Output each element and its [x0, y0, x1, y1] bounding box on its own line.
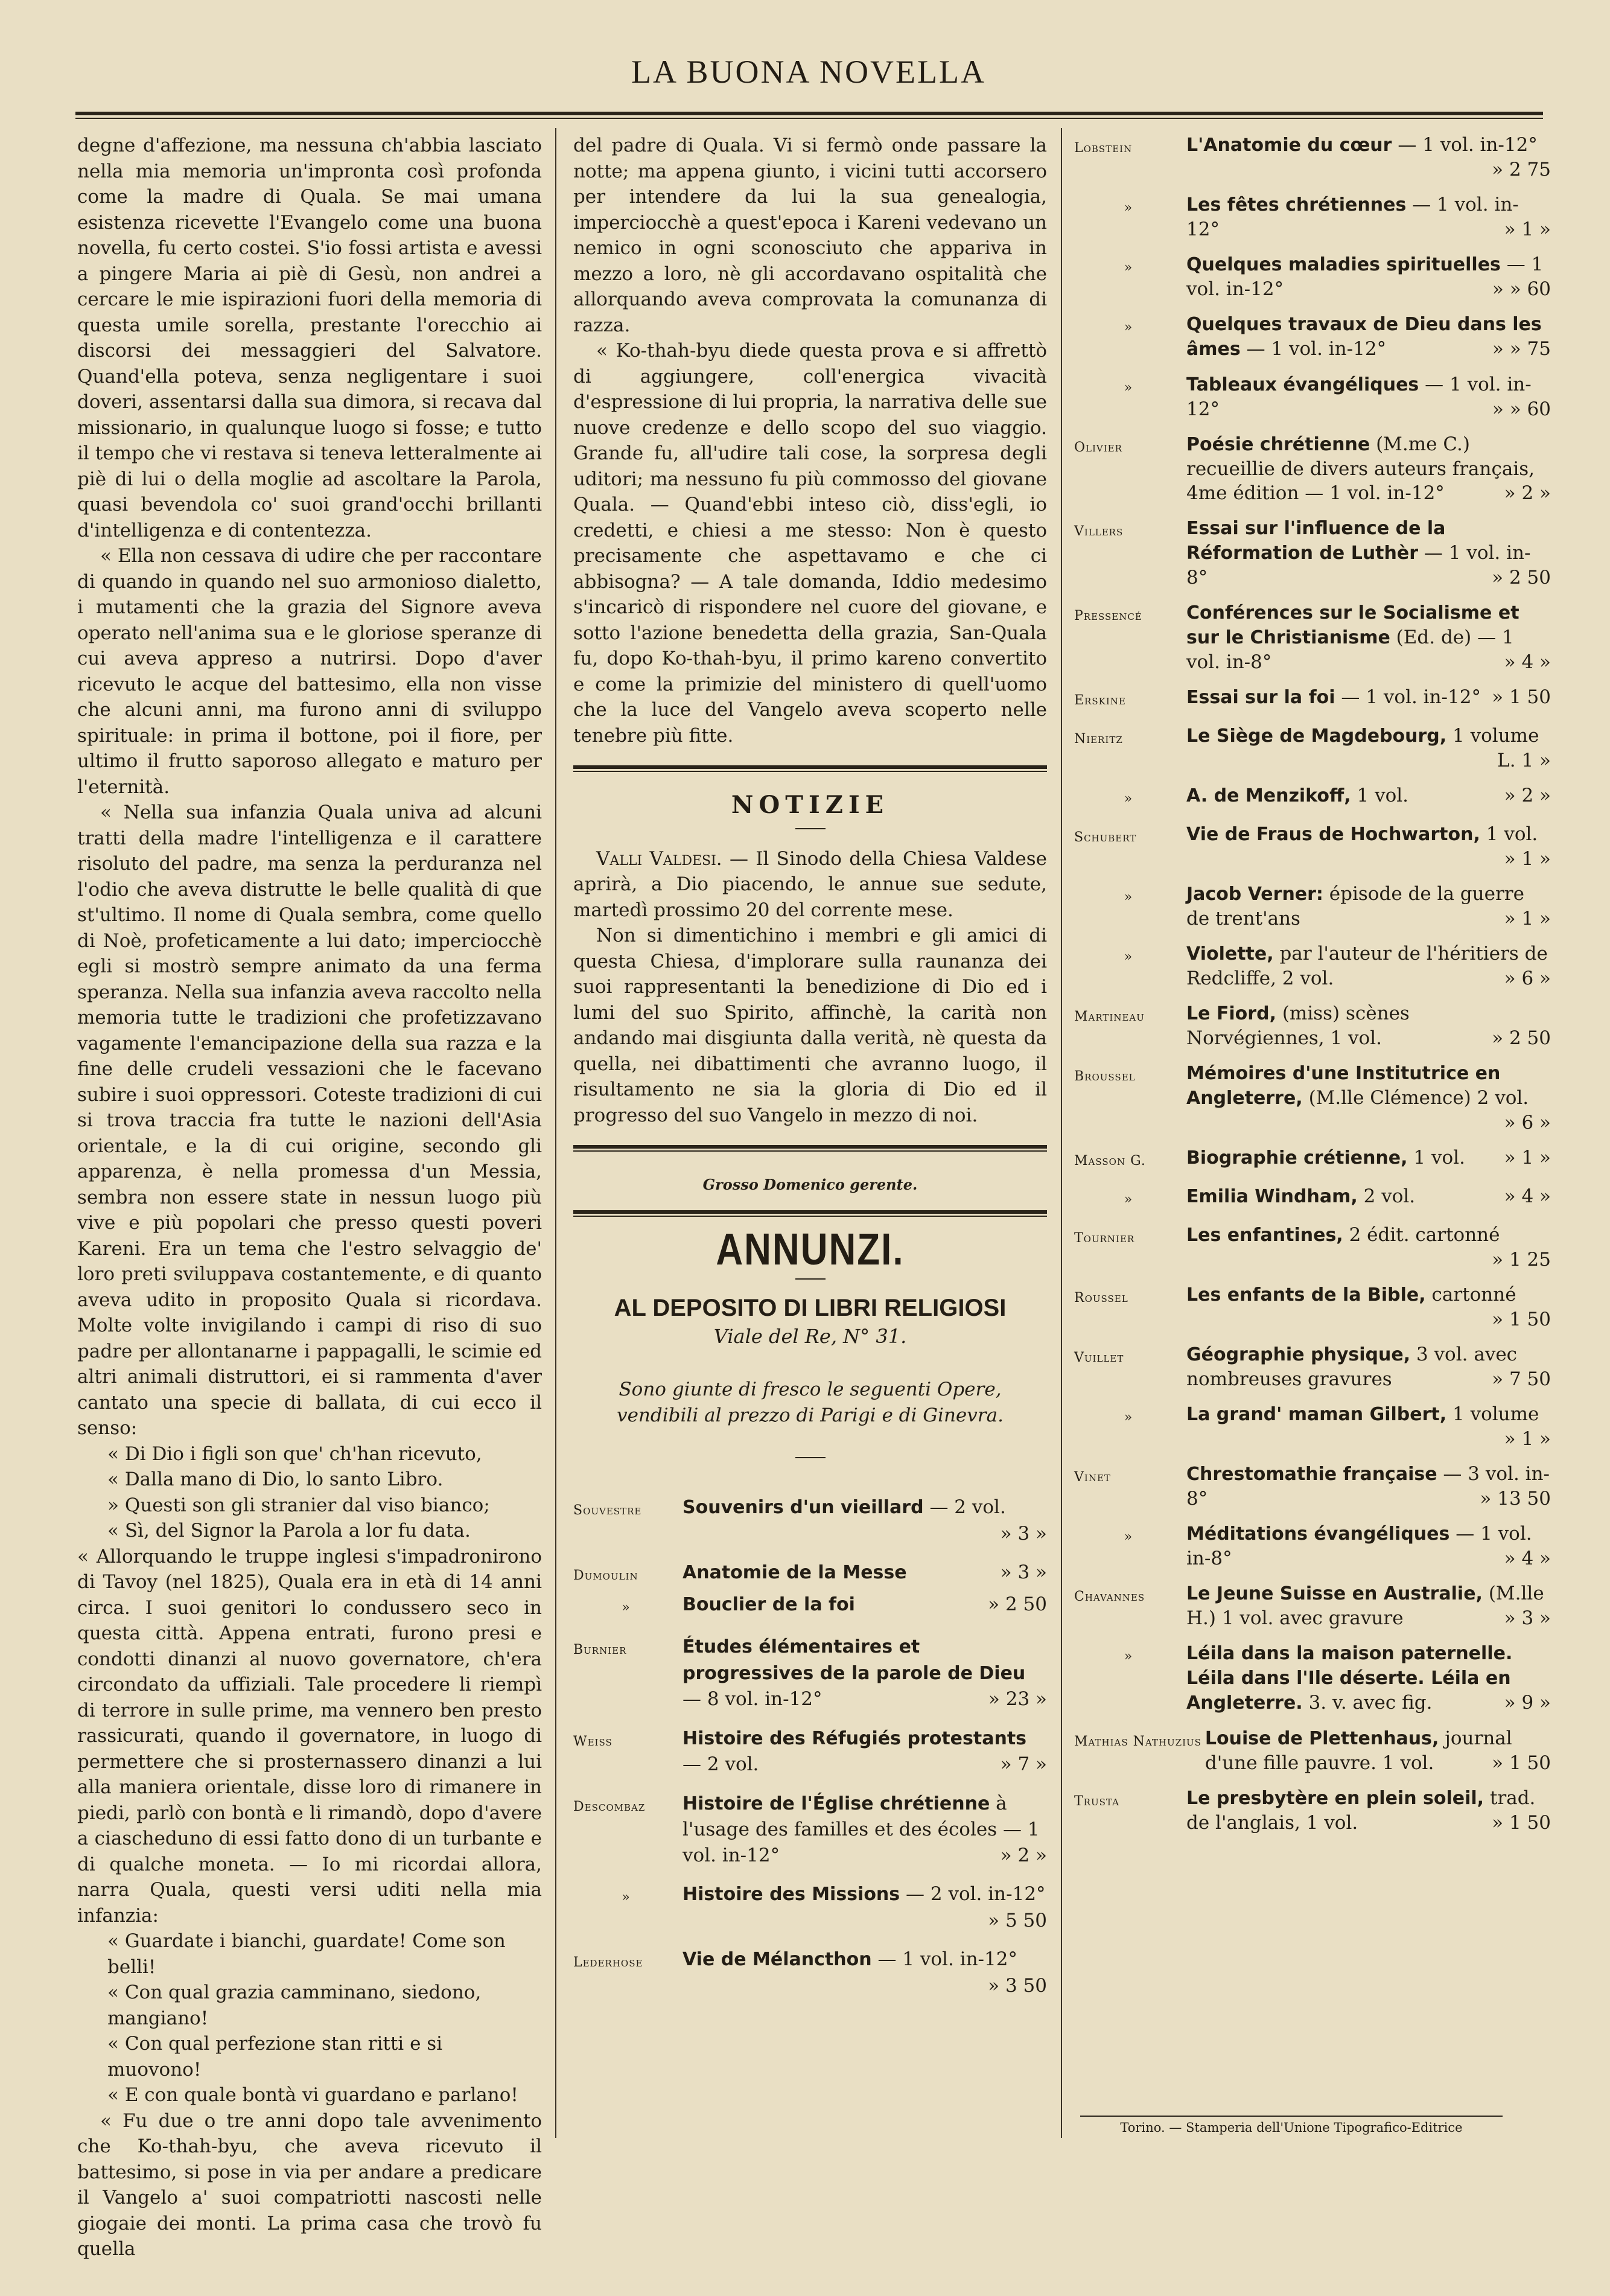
book-entry	[1074, 1223, 1551, 1272]
book-author: Pressencé	[1074, 608, 1142, 623]
book-entry	[1074, 516, 1551, 590]
short-dash	[795, 1457, 826, 1458]
book-title: Le presbytère en plein soleil,	[1186, 1788, 1484, 1809]
book-work	[1183, 882, 1551, 931]
book-author: Souvestre	[573, 1503, 642, 1518]
book-entry	[573, 1791, 1047, 1869]
book-desc: journal d'une fille pauvre. 1 vol.	[1204, 1727, 1512, 1774]
book-author: »	[1124, 949, 1133, 965]
article-paragraph: « Ella non cessava di udire che per raccontare di quando in quando nel suo armonioso dialetto, i mutamenti che la grazia del Signore aveva operato nell'anima sua e le gloriose speranze di cui aveva appreso a nutrirsi. Dopo d'aver ricevuto le acque del battesimo, ella non visse che alcuni anni, ma furono anni di sviluppo spirituale: in prima il bottone, poi il fiore, per ultimo il frutto saporoso allegato e maturo per l'eternità.	[77, 545, 542, 798]
header-rule	[75, 112, 1543, 119]
book-work	[1183, 822, 1551, 871]
book-author: Dumoulin	[573, 1568, 638, 1583]
column-divider	[555, 128, 556, 2138]
notizie-paragraph	[573, 846, 1047, 923]
book-title: Emilia Windham,	[1186, 1186, 1358, 1207]
book-work	[1183, 372, 1551, 421]
article-paragraph: « Allorquando le truppe inglesi s'impadronirono di Tavoy (nel 1825), Quala era in età di 14 anni circa. I suoi genitori lo condussero seco in questa città. Appena entrati, furono presi e condotti dinanzi al nuovo governatore, ch'era circondato da uffiziali. Tale procedere li riempì di terrore in sulle prime, ma vennero ben presto rassicurati, quando il governatore, in luogo di permettere che si prosternassero dinanzi a lui alla maniera orientale, disse loro di rimanere in piedi, parlò con bontà e li rimandò, dopo d'avere a ciascheduno di essi fatto dono di un turbante e di qualche moneta. — Io mi ricordai allora, narra Quala, questi versi uditi nella mia infanzia:	[77, 1545, 542, 1927]
book-price: » 1 50	[1492, 1309, 1551, 1330]
book-title: Léila dans la maison paternelle. Léila dans l'Ile déserte. Léila en Angleterre.	[1186, 1643, 1513, 1714]
book-author: Tournier	[1074, 1231, 1135, 1246]
book-work	[1183, 312, 1551, 362]
book-price: » 4 »	[1504, 651, 1551, 673]
book-author: »	[1124, 791, 1133, 806]
book-title: Histoire des Missions	[682, 1884, 900, 1905]
book-entry	[1074, 1726, 1551, 1775]
book-author: »	[1124, 1529, 1133, 1545]
book-title: Histoire des Réfugiés protestants	[682, 1727, 1027, 1749]
book-price: » 1 »	[1504, 848, 1551, 870]
book-title: Biographie crétienne,	[1186, 1147, 1408, 1169]
book-work	[1183, 724, 1551, 773]
book-title: Tableaux évangéliques	[1186, 374, 1419, 395]
book-price: » 2 50	[1492, 1027, 1551, 1049]
book-title: Anatomie de la Messe	[682, 1562, 907, 1583]
notizie-text: — Il Sinodo della Chiesa Valdese aprirà, a Dio piacendo, le annue sue sedute, martedì prossimo 20 del corrente mese.	[573, 847, 1047, 921]
annunzi-heading: ANNUNZI.	[716, 1224, 905, 1275]
book-price: » » 60	[1492, 398, 1551, 420]
book-author: Masson G.	[1074, 1153, 1146, 1169]
book-entry	[1074, 601, 1551, 674]
book-price: » 4 »	[1504, 1185, 1551, 1207]
book-price: » 1 »	[1504, 218, 1551, 240]
verse-line: « Con qual perfezione stan ritti e si muovono!	[107, 2033, 443, 2081]
book-author: »	[1124, 200, 1133, 215]
book-price: » 2 75	[1492, 159, 1551, 180]
book-entry	[573, 1560, 1047, 1589]
imprint-line: Torino. — Stamperia dell'Unione Tipografico-Editrice	[1080, 2116, 1503, 2135]
book-entry	[1074, 1786, 1551, 1835]
book-desc: 1 volume	[1452, 1403, 1539, 1425]
book-desc: 1 vol.	[1413, 1147, 1465, 1169]
book-price: » 3 »	[1000, 1522, 1047, 1545]
book-price: » 1 50	[1492, 686, 1551, 708]
book-author: »	[1124, 260, 1133, 275]
book-entry	[1074, 372, 1551, 421]
book-title: Conférences sur le Socialisme et sur le Christianisme	[1186, 602, 1519, 648]
book-price: » » 60	[1492, 278, 1551, 300]
verse-line: » Questi son gli stranier dal viso bianco;	[107, 1494, 490, 1516]
book-entry	[1074, 193, 1551, 241]
verse-line: « Sì, del Signor la Parola a lor fu data.	[107, 1520, 471, 1542]
book-desc: 3. v. avec fig.	[1308, 1692, 1433, 1714]
book-desc: 1 vol.	[1486, 823, 1538, 845]
book-price: » 9 »	[1504, 1692, 1551, 1714]
deposito-address: Viale del Re, N° 31.	[713, 1324, 907, 1348]
book-price: » 4 »	[1504, 1548, 1551, 1569]
book-price: » 2 50	[1492, 567, 1551, 588]
book-author: Lobstein	[1074, 141, 1133, 156]
book-author: »	[1124, 380, 1133, 395]
book-entry	[1074, 685, 1551, 713]
book-author: Trusta	[1074, 1794, 1119, 1809]
book-author: Mathias Nathuzius	[1074, 1734, 1201, 1749]
book-work	[1183, 601, 1551, 674]
book-desc: — 3 vol. in-8°	[1186, 1463, 1550, 1510]
verse-line: « Con qual grazia camminano, siedono, mangiano!	[107, 1982, 482, 2029]
book-work	[1183, 1283, 1551, 1331]
book-entry	[1074, 882, 1551, 931]
column-divider	[1061, 128, 1062, 2138]
book-entry	[573, 1634, 1047, 1712]
section-rule	[573, 765, 1047, 772]
book-title: Le Fiord,	[1186, 1003, 1276, 1024]
book-author: Olivier	[1074, 440, 1122, 455]
book-title: Mémoires d'une Institutrice en Angleterre,	[1186, 1063, 1501, 1109]
article-column-1	[77, 133, 542, 2260]
book-author: Villers	[1074, 524, 1124, 539]
book-author: Burnier	[573, 1642, 627, 1657]
book-entry	[1074, 1641, 1551, 1715]
short-dash	[795, 828, 826, 829]
article-column-2	[573, 133, 1047, 2161]
book-desc: trad. de l'anglais, 1 vol.	[1186, 1787, 1536, 1834]
book-work	[1183, 1786, 1551, 1835]
book-desc: — 1 vol. in-8°	[1186, 542, 1531, 588]
book-work	[1183, 252, 1551, 301]
book-desc: — 1 vol. in-8°	[1186, 1523, 1532, 1569]
book-price: » 23 »	[988, 1688, 1047, 1710]
book-author: Vinet	[1074, 1470, 1111, 1485]
article-paragraph: del padre di Quala. Vi si fermò onde passare la notte; ma appena giunto, i vicini tutti accorsero per intendere da lui la sua genealogia, imperciocchè a quest'epoca i Kareni vedevano un nemico in ogni sconosciuto che appariva in mezzo a loro, nè gli accordavano ospitalità che allorquando aveva comprovata la comunanza di razza.	[573, 135, 1047, 336]
book-work	[1183, 685, 1551, 713]
article-paragraph: « Fu due o tre anni dopo tale avvenimento che Ko-thah-byu, che aveva ricevuto il battesimo, si pose in via per andare a predicare il Vangelo a' suoi compatriotti nascosti nelle giogaie dei monti. La prima casa che trovò fu quella	[77, 2109, 542, 2260]
book-title: Les fêtes chrétiennes	[1186, 194, 1407, 215]
book-desc: — 1 vol. in-12°	[1186, 374, 1532, 420]
book-work	[1183, 1223, 1551, 1272]
book-desc: — 1 vol. in-12°	[877, 1948, 1017, 1970]
book-work	[1183, 193, 1551, 241]
book-title: L'Anatomie du cœur	[1186, 135, 1392, 156]
book-desc: — 2 vol. in-12°	[906, 1883, 1046, 1905]
book-desc: 1 vol.	[1357, 785, 1409, 806]
book-author: Nieritz	[1074, 732, 1123, 747]
book-price: » 1 »	[1504, 1147, 1551, 1169]
book-entry	[1074, 822, 1551, 871]
book-entry	[1074, 783, 1551, 811]
book-entry	[1074, 1001, 1551, 1050]
verse-line: « Di Dio i figli son que' ch'han ricevuto,	[107, 1443, 482, 1465]
book-author: »	[1124, 320, 1133, 335]
book-price: » 2 »	[1504, 482, 1551, 504]
notizie-paragraph: Non si dimentichino i membri e gli amici di questa Chiesa, d'implorare sulla raunanza dei suoi rappresentanti la benedizione di Dio ed i lumi del suo Spirito, affinchè, la carità non andando mai disgiunta dalla verità, nè questa da quella, nei dibattimenti che avranno luogo, il risultamento ne sia la gloria di Dio ed il progresso del suo Vangelo in mezzo di noi.	[573, 925, 1047, 1126]
book-price: » 3 50	[988, 1974, 1047, 1997]
book-title: Le Siège de Magdebourg,	[1186, 725, 1447, 747]
book-entry	[1074, 1342, 1551, 1391]
book-price: » 2 »	[1504, 785, 1551, 806]
book-title: Souvenirs d'un vieillard	[682, 1497, 924, 1518]
book-work	[1183, 1146, 1551, 1173]
book-entry	[1074, 1581, 1551, 1630]
book-entry	[1074, 942, 1551, 990]
book-entry	[573, 1726, 1047, 1778]
book-desc: — 1 vol. in-12°	[1186, 254, 1544, 300]
book-title: Vie de Fraus de Hochwarton,	[1186, 824, 1480, 845]
book-work	[1183, 1522, 1551, 1571]
book-title: Les enfants de la Bible,	[1186, 1284, 1426, 1306]
book-price: » 1 50	[1492, 1812, 1551, 1834]
book-title: Vie de Mélancthon	[682, 1949, 872, 1970]
book-desc: — 1 vol. in-12°	[1186, 194, 1519, 240]
book-title: Histoire de l'Église chrétienne	[682, 1793, 990, 1814]
book-desc: 2 édit. cartonné	[1349, 1224, 1500, 1246]
book-desc: — 2 vol.	[929, 1496, 1006, 1518]
book-author: Schubert	[1074, 830, 1137, 845]
book-title: Essai sur la foi	[1186, 687, 1335, 708]
verse-line: « E con quale bontà vi guardano e parlano!	[107, 2084, 518, 2106]
book-author: Vuillet	[1074, 1350, 1124, 1365]
book-work	[1201, 1726, 1551, 1775]
notizie-lead: Valli Valdesi.	[596, 847, 722, 870]
book-price: » 5 50	[988, 1909, 1047, 1931]
notizie-heading: NOTIZIE	[731, 791, 889, 819]
book-work	[1183, 1402, 1551, 1451]
book-title: Violette,	[1186, 943, 1274, 965]
book-price: » 1 »	[1504, 908, 1551, 930]
book-title: Bouclier de la foi	[682, 1593, 855, 1615]
book-desc: (Ed. de) — 1 vol. in-8°	[1186, 627, 1514, 673]
book-title: Géographie physique,	[1186, 1344, 1411, 1365]
book-desc: à l'usage des familles et des écoles — 1 vol. in-12°	[682, 1792, 1040, 1866]
book-entry	[1074, 1061, 1551, 1135]
book-price: » 7 »	[1000, 1753, 1047, 1775]
book-work	[1183, 1462, 1551, 1511]
book-work	[1183, 783, 1551, 811]
book-desc: par l'auteur de l'héritiers de Redcliffe, 2 vol.	[1186, 943, 1548, 989]
book-work	[1183, 432, 1551, 505]
book-entry	[1074, 133, 1551, 182]
book-desc: — 1 vol. in-12°	[1341, 686, 1481, 708]
book-work	[1183, 942, 1551, 990]
book-desc: — 8 vol. in-12°	[682, 1688, 822, 1710]
book-title: Le Jeune Suisse en Australie,	[1186, 1583, 1483, 1604]
short-dash	[795, 1278, 826, 1280]
book-desc: 2 vol.	[1363, 1185, 1416, 1207]
book-title: Jacob Verner:	[1186, 884, 1323, 905]
book-work	[1183, 1342, 1551, 1391]
book-price: » 1 50	[1492, 1752, 1551, 1774]
book-entry	[1074, 312, 1551, 362]
book-list-column	[1074, 133, 1551, 2161]
book-work	[1183, 1184, 1551, 1212]
book-entry	[573, 1494, 1047, 1546]
book-entry	[1074, 1146, 1551, 1173]
book-author: »	[622, 1599, 631, 1615]
section-rule	[573, 1210, 1047, 1217]
verse-line: « Guardate i bianchi, guardate! Come son belli!	[107, 1930, 506, 1978]
book-desc: (M.lle H.) 1 vol. avec gravure	[1186, 1583, 1544, 1629]
book-list	[1074, 133, 1551, 1835]
section-rule	[573, 1145, 1047, 1152]
book-author: »	[1124, 1192, 1133, 1207]
book-desc: cartonné	[1431, 1284, 1516, 1306]
book-author: Broussel	[1074, 1069, 1136, 1084]
book-author: Lederhose	[573, 1955, 643, 1970]
book-desc: (M.me C.) recueillie de divers auteurs français, 4me édition — 1 vol. in-12°	[1186, 433, 1535, 504]
annunzi-intro: Sono giunte di fresco le seguenti Opere, vendibili al prezzo di Parigi e di Ginevra.	[617, 1379, 1004, 1426]
book-price: » 1 »	[1504, 1428, 1551, 1450]
book-price: » » 75	[1492, 338, 1551, 360]
book-entry	[1074, 1184, 1551, 1212]
verse-line: « Dalla mano di Dio, lo santo Libro.	[107, 1468, 444, 1490]
book-desc: épisode de la guerre de trent'ans	[1186, 883, 1524, 930]
book-price: » 2 »	[1000, 1844, 1047, 1866]
book-entry	[1074, 432, 1551, 505]
book-title: A. de Menzikoff,	[1186, 785, 1351, 806]
book-author: »	[1124, 1649, 1133, 1664]
book-price: » 13 50	[1480, 1488, 1551, 1510]
book-entry	[573, 1592, 1047, 1621]
book-author: Chavannes	[1074, 1589, 1145, 1604]
book-price: » 1 25	[1492, 1249, 1551, 1271]
article-paragraph: « Ko-thah-byu diede questa prova e si affrettò di aggiungere, coll'energica vivacità d'espressione di lui propria, la narrativa delle sue nuove credenze e dello scopo del suo viaggio. Grande fu, all'udire tali cose, la sorpresa degli uditori; ma nessuno fu più commosso del giovane Quala. — Quand'ebbi inteso ciò, diss'egli, io credetti, e chiesi a me stesso: Non è questo precisamente che aspettavamo e che ci abbisogna? — A tale domanda, Iddio medesimo s'incaricò di rispondere nel cuore del giovane, e sotto l'azione benedetta della grazia, San-Quala fu, dopo Ko-thah-byu, il primo kareno convertito e come la primizie del ministero di quell'uomo che la luce del Vangelo aveva scoperto nelle tenebre più fitte.	[573, 340, 1047, 747]
book-entry	[1074, 1462, 1551, 1511]
book-desc: — 1 vol. in-12°	[1398, 134, 1538, 156]
article-paragraph: degne d'affezione, ma nessuna ch'abbia lasciato nella mia memoria un'impronta così profonda come la madre di Quala. Se mai umana esistenza ricevette l'Evangelo come una buona novella, fu certo costei. S'io fossi artista e avessi a pingere Maria ai piè di Gesù, non andrei a cercare le mie ispirazioni fuori della memoria di questa umile sorella, prestante l'orecchio ai discorsi dei messaggieri del Salvatore. Quand'ella poteva, senza negligentare i suoi doveri, assentarsi dalla sua dimora, si recava dal missionario, in qualunque luogo si fosse; e tutto il tempo che vi restava si teneva letteralmente ai piè di lui o della moglie ad ascoltare la Parola, quasi bevendola co' suoi grand'occhi brillanti d'intelligenza e di contentezza.	[77, 135, 542, 541]
book-title: Louise de Plettenhaus,	[1204, 1728, 1439, 1749]
book-price: L. 1 »	[1497, 750, 1551, 771]
book-desc: — 2 vol.	[682, 1753, 759, 1775]
book-title: Quelques maladies spirituelles	[1186, 254, 1501, 275]
book-work	[1183, 516, 1551, 590]
book-author: Descombaz	[573, 1799, 646, 1814]
gerente-line: Grosso Domenico gerente.	[702, 1176, 918, 1193]
book-work	[1183, 133, 1551, 182]
book-author: Roussel	[1074, 1290, 1128, 1306]
book-title: Quelques travaux de Dieu dans les âmes	[1186, 314, 1542, 360]
book-entry	[573, 1881, 1047, 1933]
book-price: » 7 50	[1492, 1368, 1551, 1390]
book-desc: 3 vol. avec nombreuses gravures	[1186, 1344, 1518, 1390]
book-title: Les enfantines,	[1186, 1225, 1343, 1246]
book-author: »	[622, 1890, 631, 1905]
book-work	[1183, 1581, 1551, 1630]
book-desc: (miss) scènes Norvégiennes, 1 vol.	[1186, 1003, 1410, 1049]
book-entry	[1074, 252, 1551, 301]
book-desc: (M.lle Clémence) 2 vol.	[1308, 1087, 1529, 1109]
book-price: » 3 »	[1000, 1561, 1047, 1583]
book-author: Martineau	[1074, 1009, 1145, 1024]
book-author: Erskine	[1074, 693, 1126, 708]
book-author: »	[1124, 890, 1133, 905]
book-entry	[1074, 1283, 1551, 1331]
book-work	[1183, 1641, 1551, 1715]
book-entry	[1074, 1402, 1551, 1451]
book-author: Weiss	[573, 1733, 612, 1749]
book-title: Méditations évangéliques	[1186, 1523, 1450, 1545]
book-entry	[1074, 724, 1551, 773]
book-title: Études élémentaires et progressives de la parole de Dieu	[682, 1636, 1026, 1684]
masthead-title: LA BUONA NOVELLA	[631, 54, 986, 90]
book-price: » 6 »	[1504, 1112, 1551, 1134]
book-work	[1183, 1061, 1551, 1135]
book-price: » 2 50	[988, 1593, 1047, 1615]
book-price: » 3 »	[1504, 1607, 1551, 1629]
book-author: »	[1124, 1410, 1133, 1425]
book-work	[1183, 1001, 1551, 1050]
book-title: Essai sur l'influence de la Réformation de Luthèr	[1186, 518, 1446, 564]
book-entry	[1074, 1522, 1551, 1571]
book-title: La grand' maman Gilbert,	[1186, 1404, 1447, 1425]
book-title: Chrestomathie française	[1186, 1464, 1437, 1485]
book-entry	[573, 1947, 1047, 1998]
book-desc: 1 volume	[1452, 725, 1539, 747]
deposito-heading: AL DEPOSITO DI LIBRI RELIGIOSI	[614, 1295, 1007, 1321]
article-paragraph: « Nella sua infanzia Quala univa ad alcuni tratti della madre l'intelligenza e il carattere risoluto del padre, ma senza la perduranza nel l'odio che aveva distrutte le belle qualità di que st'ultimo. Il nome di Quala sembra, come quello di Noè, profeticamente a lui dato; imperciocchè egli si mostrò sempre animato da una ferma speranza. Nella sua infanzia aveva raccolto nella memoria tutte le tradizioni che profetizzavano vagamente l'emancipazione della sua razza e la fine delle crudeli vessazioni che le facevano subire i suoi oppressori. Coteste tradizioni di cui si trova traccia fra tutte le nazioni dell'Asia orientale, e la di cui origine, secondo gli apparenza, è nella promessa d'un Messia, sembra non essere state in nessun luogo più vive e più popolari che presso questi poveri Kareni. Era un tema che l'estro selvaggio de' loro preti sviluppava costantemente, e di quanto aveva udito in proposito Quala si ricordava. Molte volte invigilando i campi di riso di suo padre per allontanarne i pappagalli, le scimie ed altri animali distruttori, ei si rammenta d'aver cantato una specie di ballata, di cui ecco il senso:	[77, 802, 542, 1439]
book-desc: — 1 vol. in-12°	[1246, 338, 1387, 360]
book-title: Poésie chrétienne	[1186, 434, 1370, 455]
book-price: » 6 »	[1504, 968, 1551, 989]
